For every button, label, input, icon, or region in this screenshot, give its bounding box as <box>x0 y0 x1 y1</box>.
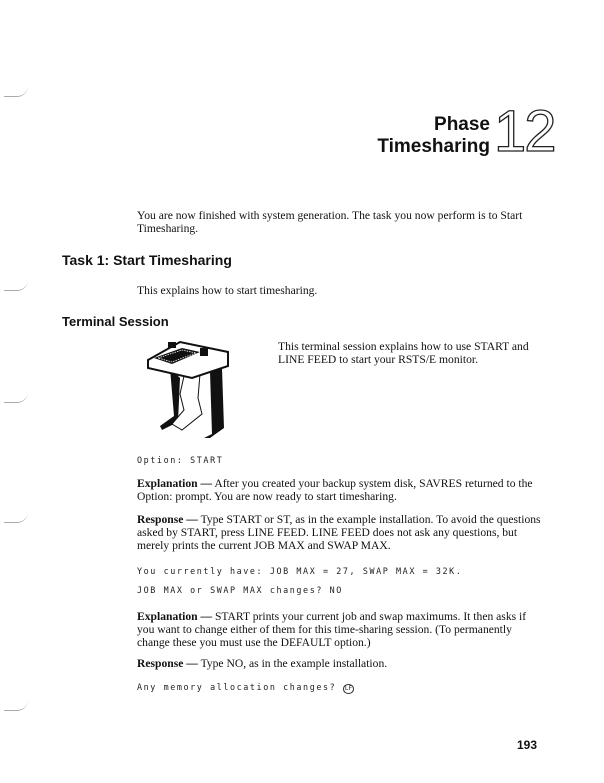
page-number: 193 <box>517 738 538 752</box>
line-feed-key-icon: LF <box>344 685 353 692</box>
text: Any memory allocation changes? <box>137 682 337 692</box>
task-heading: Task 1: Start Timesharing <box>62 252 232 268</box>
text: After you created your backup system disk, SAVRES returned to the Option: prompt. You are now ready to start timesharing. <box>137 477 533 503</box>
phase-number: 12 <box>494 99 555 164</box>
phase-label: Phase <box>434 114 490 135</box>
explanation-paragraph-2 <box>137 610 542 649</box>
binding-mark <box>4 512 28 523</box>
label: Response — <box>137 657 198 670</box>
intro-paragraph: You are now finished with system generation. The task you now perform is to Start Timesharing. <box>137 209 523 235</box>
binding-mark <box>4 86 28 97</box>
text: Type START or ST, as in the example installation. To avoid the questions asked by START, press LINE FEED. LINE FEED does not ask any questions, but merely prints the current JOB MAX and SWAP MAX. <box>137 513 541 552</box>
terminal-output-line <box>137 682 354 694</box>
terminal-prompt-option: Option: START <box>137 455 224 465</box>
terminal-output-line: You currently have: JOB MAX = 27, SWAP MAX = 32K. <box>137 566 463 576</box>
text: START prints your current job and swap maximums. It then asks if you want to change either of them for this time-sharing session. (To permanently change these you must use the DEFAULT option.) <box>137 610 527 649</box>
phase-title: Timesharing <box>377 136 490 157</box>
binding-mark <box>4 280 28 291</box>
label: Explanation — <box>137 610 213 623</box>
explanation-paragraph-1 <box>137 477 542 503</box>
page-header <box>377 114 490 158</box>
response-paragraph-1 <box>137 513 542 552</box>
label: Explanation — <box>137 477 213 490</box>
binding-mark <box>4 392 28 403</box>
binding-mark <box>4 700 28 711</box>
section-heading: Terminal Session <box>62 314 169 329</box>
terminal-illustration <box>140 338 235 438</box>
terminal-description: This terminal session explains how to use START and LINE FEED to start your RSTS/E monitor. <box>278 340 529 366</box>
text: Type NO, as in the example installation. <box>197 657 388 670</box>
label: Response — <box>137 513 198 526</box>
response-paragraph-2 <box>137 657 542 670</box>
task-intro: This explains how to start timesharing. <box>137 284 318 297</box>
terminal-output-line: JOB MAX or SWAP MAX changes? NO <box>137 585 343 595</box>
